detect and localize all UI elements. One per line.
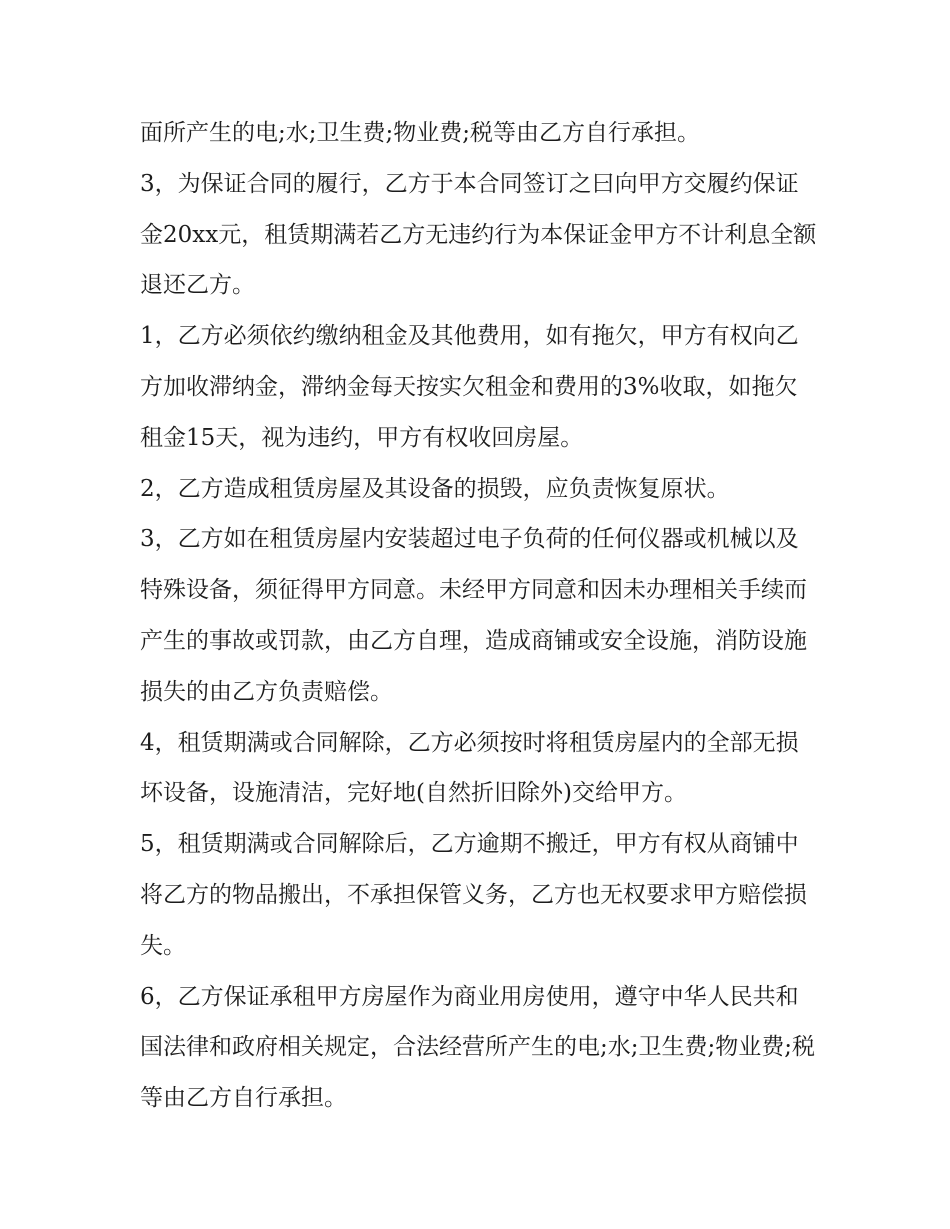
paragraph-deposit-clause: 3，为保证合同的履行，乙方于本合同签订之曰向甲方交履约保证金20xx元，租赁期满若乙方无违约行为本保证金甲方不计利息全额退还乙方。 [140, 170, 817, 299]
paragraph-clause-2: 2，乙方造成租赁房屋及其设备的损毁，应负责恢复原状。 [140, 475, 730, 502]
paragraph-continuation: 面所产生的电;水;卫生费;物业费;税等由乙方自行承担。 [140, 120, 700, 146]
paragraph-clause-6: 6，乙方保证承租甲方房屋作为商业用房使用，遵守中华人民共和国法律和政府相关规定，合法经营所产生的电;水;卫生费;物业费;税等由乙方自行承担。 [140, 983, 815, 1112]
paragraph-clause-3: 3，乙方如在租赁房屋内安装超过电子负荷的任何仪器或机械以及特殊设备，须征得甲方同意。未经甲方同意和因未办理相关手续而产生的事故或罚款，由乙方自理，造成商铺或安全设施，消防设施损失的由乙方负责赔偿。 [140, 526, 807, 705]
paragraph-clause-1: 1，乙方必须依约缴纳租金及其他费用，如有拖欠，甲方有权向乙方加收滞纳金，滞纳金每天按实欠租金和费用的3%收取，如拖欠租金15天，视为违约，甲方有权收回房屋。 [140, 323, 799, 451]
paragraph-clause-4: 4，租赁期满或合同解除，乙方必须按时将租赁房屋内的全部无损坏设备，设施清洁，完好地(自然折旧除外)交给甲方。 [140, 729, 799, 807]
document-body [140, 108, 820, 1124]
paragraph-clause-5: 5，租赁期满或合同解除后，乙方逾期不搬迁，甲方有权从商铺中将乙方的物品搬出，不承担保管义务，乙方也无权要求甲方赔偿损失。 [140, 831, 807, 959]
